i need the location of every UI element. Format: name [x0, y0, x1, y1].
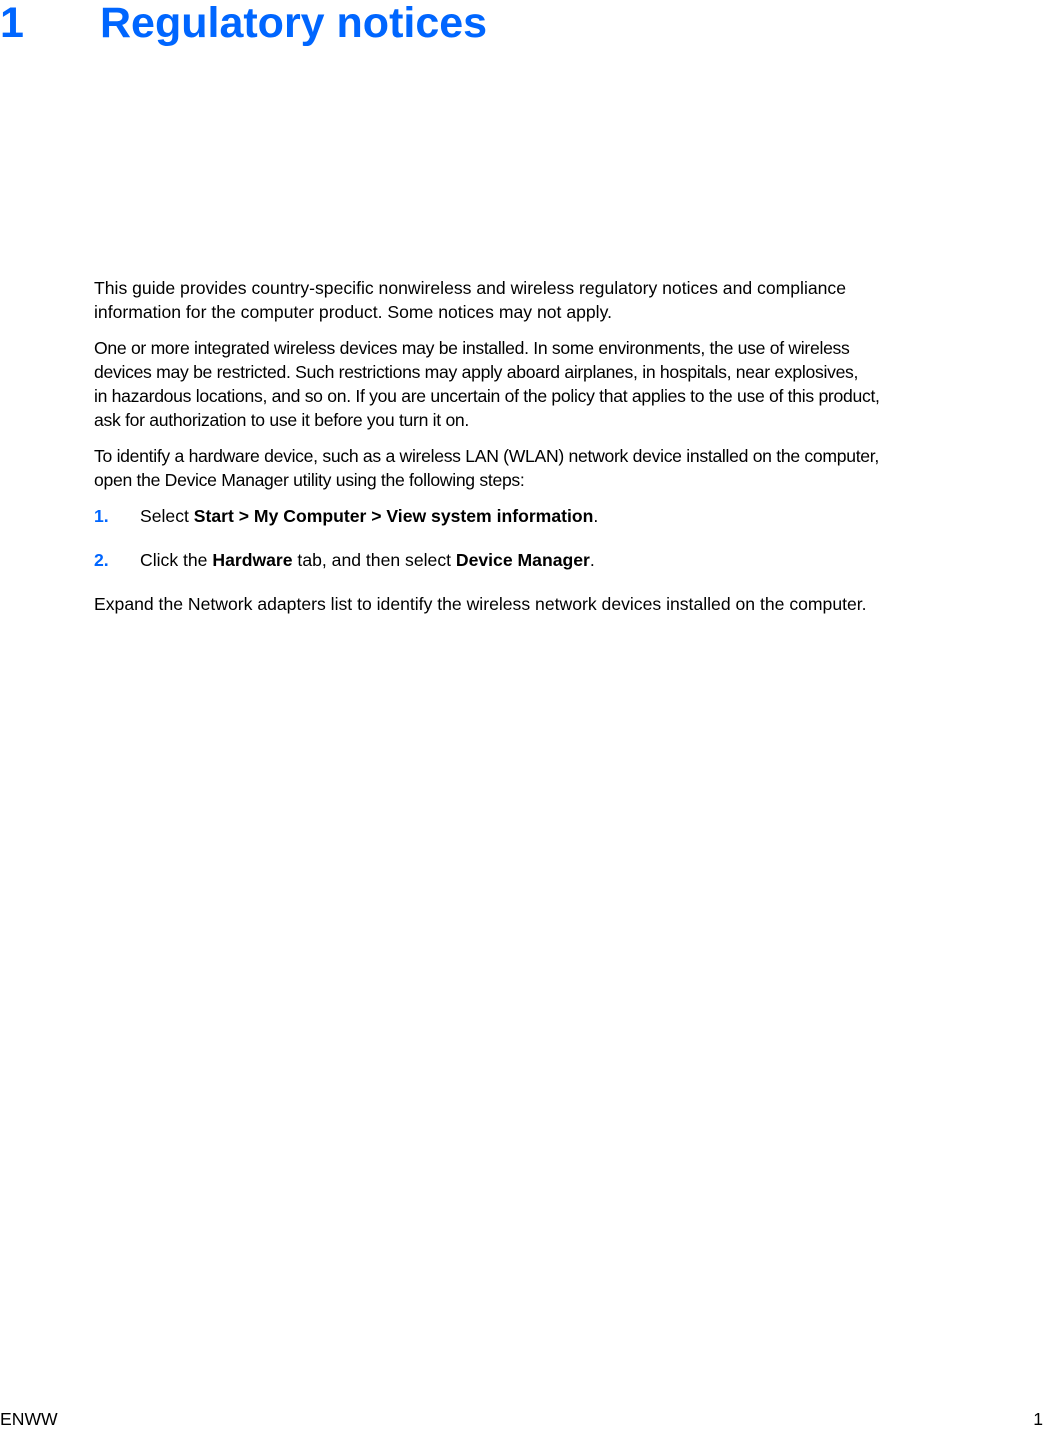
body-content: [94, 276, 1039, 628]
step-text: Click the Hardware tab, and then select Device Manager.: [140, 550, 595, 570]
step-number: 1.: [94, 506, 109, 526]
intro-paragraph: This guide provides country-specific nonwireless and wireless regulatory notices and compliance information for the computer product. Some notices may not apply.: [94, 278, 847, 322]
step-number: 2.: [94, 550, 109, 570]
step-item: [94, 504, 1039, 528]
closing-paragraph: Expand the Network adapters list to identify the wireless network devices installed on the computer.: [94, 594, 867, 614]
page-number: 1: [1033, 1409, 1043, 1429]
step-text: Select Start > My Computer > View system information.: [140, 506, 599, 526]
chapter-title: Regulatory notices: [100, 0, 488, 47]
step-item: [94, 548, 1039, 572]
chapter-number: 1: [0, 0, 24, 47]
wireless-restrictions-paragraph: One or more integrated wireless devices may be installed. In some environments, the use of wireless devices may be restricted. Such restrictions may apply aboard airplanes, in hospitals, near explosives, in hazardous locations, and so on. If you are uncertain of the policy that applies to the use of this product, ask for authorization to use it before you turn it on.: [94, 338, 880, 430]
identify-device-paragraph: To identify a hardware device, such as a wireless LAN (WLAN) network device installed on the computer, open the Device Manager utility using the following steps:: [94, 446, 879, 490]
footer-label: ENWW: [0, 1409, 58, 1429]
